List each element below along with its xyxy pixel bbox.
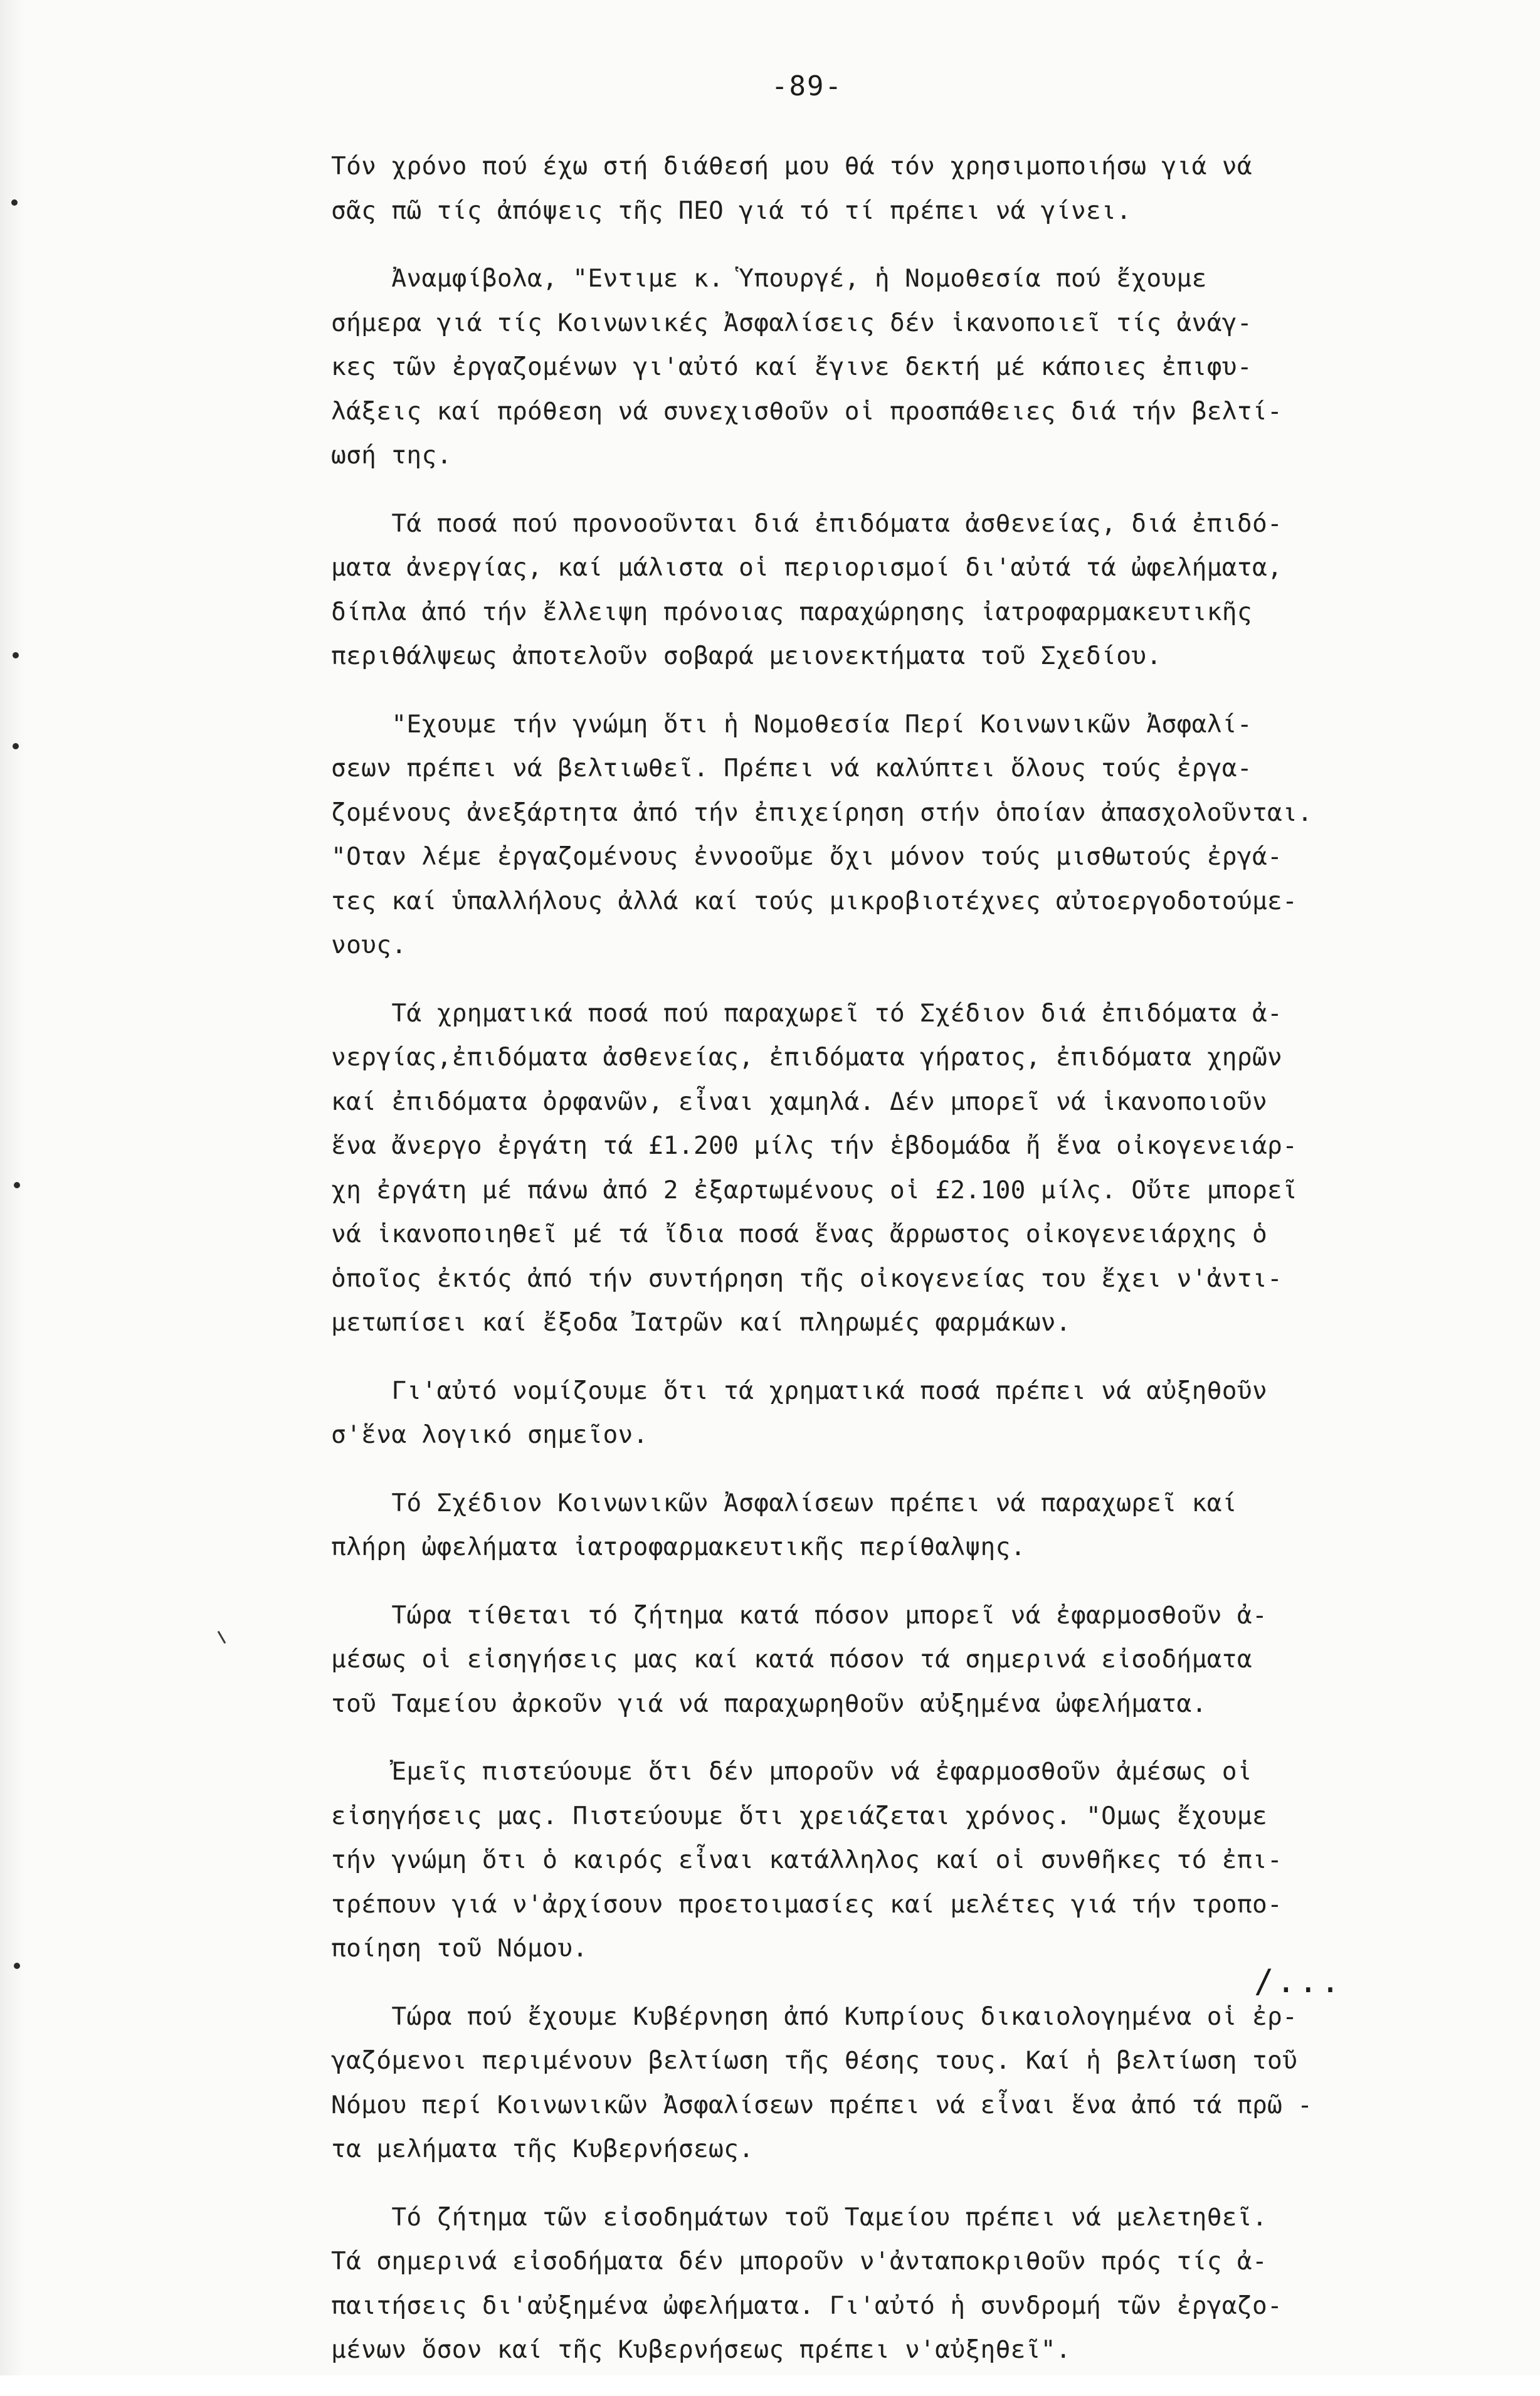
- text-line: τρέπουν γιά ν'ἀρχίσουν προετοιμασίες καί μελέτες γιά τήν τροπο-: [331, 1889, 1283, 1919]
- text-line: Τώρα τίθεται τό ζήτημα κατά πόσον μπορεῖ νά ἐφαρμοσθοῦν ἀ-: [331, 1600, 1268, 1630]
- paragraph: [331, 1593, 1453, 1726]
- text-line: νά ἱκανοποιηθεῖ μέ τά ἴδια ποσά ἕνας ἄρρωστος οἰκογενειάρχης ὁ: [331, 1220, 1268, 1248]
- text-line: Τόν χρόνο πού έχω στή διάθεσή μου θά τόν χρησιμοποιήσω γιά νά: [331, 152, 1252, 181]
- text-line: καί ἐπιδόματα ὀρφανῶν, εἶναι χαμηλά. Δέν μπορεῖ νά ἱκανοποιοῦν: [331, 1087, 1268, 1116]
- paragraph: [331, 991, 1453, 1345]
- text-line: περιθάλψεως ἀποτελοῦν σοβαρά μειονεκτήματα τοῦ Σχεδίου.: [331, 641, 1162, 670]
- page-edge-shadow: [0, 0, 25, 2375]
- text-line: ζομένους ἀνεξάρτητα ἀπό τήν ἐπιχείρηση στήν ὁποίαν ἀπασχολοῦνται.: [331, 798, 1313, 827]
- text-line: Ἀναμφίβολα, "Εντιμε κ. Ὑπουργέ, ἡ Νομοθεσία πού ἔχουμε: [331, 264, 1207, 293]
- text-line: δίπλα ἀπό τήν ἔλλειψη πρόνοιας παραχώρησης ἰατροφαρμακευτικῆς: [331, 597, 1252, 626]
- text-line: Ἐμεῖς πιστεύουμε ὅτι δέν μποροῦν νά ἐφαρμοσθοῦν ἀμέσως οἱ: [331, 1757, 1252, 1786]
- paragraph: [331, 502, 1453, 678]
- text-line: παιτήσεις δι'αὐξημένα ὠφελήματα. Γι'αὐτό ἡ συνδρομή τῶν ἐργαζο-: [331, 2291, 1283, 2320]
- text-line: Τό ζήτημα τῶν εἰσοδημάτων τοῦ Ταμείου πρέπει νά μελετηθεῖ.: [331, 2202, 1268, 2232]
- text-line: Τά ποσά πού προνοοῦνται διά ἐπιδόματα ἀσθενείας, διά ἐπιδό-: [331, 509, 1283, 538]
- paragraph: [331, 2195, 1453, 2372]
- paragraph: [331, 1369, 1453, 1457]
- text-line: σήμερα γιά τίς Κοινωνικές Ἀσφαλίσεις δέν ἱκανοποιεῖ τίς ἀνάγ-: [331, 308, 1252, 337]
- paragraph: [331, 256, 1453, 478]
- text-line: ωσή της.: [331, 441, 452, 470]
- margin-punch-mark: [13, 743, 19, 749]
- text-line: τα μελήματα τῆς Κυβερνήσεως.: [331, 2135, 754, 2163]
- text-line: τοῦ Ταμείου ἀρκοῦν γιά νά παραχωρηθοῦν αὐξημένα ὠφελήματα.: [331, 1689, 1207, 1718]
- continuation-mark: /...: [1254, 1963, 1343, 2000]
- margin-punch-mark: [11, 199, 18, 206]
- text-line: Γι'αὐτό νομίζουμε ὅτι τά χρηματικά ποσά πρέπει νά αὐξηθοῦν: [331, 1376, 1268, 1405]
- text-line: νους.: [331, 931, 407, 959]
- text-line: ὁποῖος ἐκτός ἀπό τήν συντήρηση τῆς οἰκογενείας του ἔχει ν'ἀντι-: [331, 1264, 1283, 1293]
- text-line: μετωπίσει καί ἔξοδα Ἰατρῶν καί πληρωμές φαρμάκων.: [331, 1308, 1071, 1337]
- text-line: Τά χρηματικά ποσά πού παραχωρεῖ τό Σχέδιον διά ἐπιδόματα ἀ-: [331, 998, 1283, 1028]
- paragraph: [331, 144, 1453, 233]
- text-line: χη ἐργάτη μέ πάνω ἀπό 2 ἐξαρτωμένους οἱ £2.100 μίλς. Οὔτε μπορεῖ: [331, 1175, 1298, 1205]
- text-line: νεργίας,ἐπιδόματα ἀσθενείας, ἐπιδόματα γήρατος, ἐπιδόματα χηρῶν: [331, 1043, 1283, 1072]
- margin-punch-mark: [14, 1963, 20, 1969]
- text-line: ποίηση τοῦ Νόμου.: [331, 1934, 588, 1963]
- text-line: Τά σημερινά εἰσοδήματα δέν μποροῦν ν'ἀνταποκριθοῦν πρός τίς ἀ-: [331, 2247, 1268, 2276]
- text-line: εἰσηγήσεις μας. Πιστεύουμε ὅτι χρειάζεται χρόνος. "Ομως ἔχουμε: [331, 1801, 1268, 1830]
- margin-punch-mark: [13, 652, 19, 658]
- text-line: τες καί ὑπαλλήλους ἀλλά καί τούς μικροβιοτέχνες αὐτοεργοδοτούμε-: [331, 886, 1298, 916]
- text-line: Τό Σχέδιον Κοινωνικῶν Ἀσφαλίσεων πρέπει νά παραχωρεῖ καί: [331, 1488, 1237, 1517]
- text-line: Νόμου περί Κοινωνικῶν Ἀσφαλίσεων πρέπει νά εἶναι ἕνα ἀπό τά πρῶ -: [331, 2090, 1313, 2119]
- page-number: -89-: [771, 70, 843, 102]
- text-line: τήν γνώμη ὅτι ὁ καιρός εἶναι κατάλληλος καί οἱ συνθῆκες τό ἐπι-: [331, 1845, 1283, 1874]
- margin-pen-mark: [218, 1631, 226, 1644]
- text-line: ματα ἀνεργίας, καί μάλιστα οἱ περιορισμοί δι'αὐτά τά ὠφελήματα,: [331, 553, 1283, 582]
- paragraph: [331, 1995, 1453, 2172]
- paragraph: [331, 702, 1453, 968]
- margin-punch-mark: [14, 1182, 20, 1188]
- text-line: "Οταν λέμε ἐργαζομένους ἐννοοῦμε ὄχι μόνον τούς μισθωτούς ἐργά-: [331, 842, 1283, 871]
- document-body: [331, 144, 1453, 2396]
- text-line: μέσως οἱ εἰσηγήσεις μας καί κατά πόσον τά σημερινά εἰσοδήματα: [331, 1645, 1252, 1674]
- text-line: σᾶς πῶ τίς ἀπόψεις τῆς ΠΕΟ γιά τό τί πρέπει νά γίνει.: [331, 196, 1132, 225]
- text-line: σεων πρέπει νά βελτιωθεῖ. Πρέπει νά καλύπτει ὅλους τούς ἐργα-: [331, 754, 1252, 783]
- text-line: μένων ὅσον καί τῆς Κυβερνήσεως πρέπει ν'αὐξηθεῖ".: [331, 2335, 1071, 2364]
- text-line: "Εχουμε τήν γνώμη ὅτι ἡ Νομοθεσία Περί Κοινωνικῶν Ἀσφαλί-: [331, 709, 1252, 739]
- text-line: γαζόμενοι περιμένουν βελτίωση τῆς θέσης τους. Καί ἡ βελτίωση τοῦ: [331, 2046, 1298, 2075]
- paragraph: [331, 1750, 1453, 1971]
- text-line: κες τῶν ἐργαζομένων γι'αὐτό καί ἔγινε δεκτή μέ κάποιες ἐπιφυ-: [331, 352, 1252, 381]
- paragraph: [331, 1481, 1453, 1570]
- text-line: Τώρα πού ἔχουμε Κυβέρνηση ἀπό Κυπρίους δικαιολογημένα οἱ ἐρ-: [331, 2002, 1298, 2031]
- text-line: σ'ἕνα λογικό σημεῖον.: [331, 1420, 648, 1449]
- text-line: πλήρη ὠφελήματα ἰατροφαρμακευτικῆς περίθαλψης.: [331, 1533, 1026, 1561]
- text-line: ἕνα ἄνεργο ἐργάτη τά £1.200 μίλς τήν ἑβδομάδα ἤ ἕνα οἰκογενειάρ-: [331, 1131, 1298, 1160]
- text-line: λάξεις καί πρόθεση νά συνεχισθοῦν οἱ προσπάθειες διά τήν βελτί-: [331, 396, 1283, 426]
